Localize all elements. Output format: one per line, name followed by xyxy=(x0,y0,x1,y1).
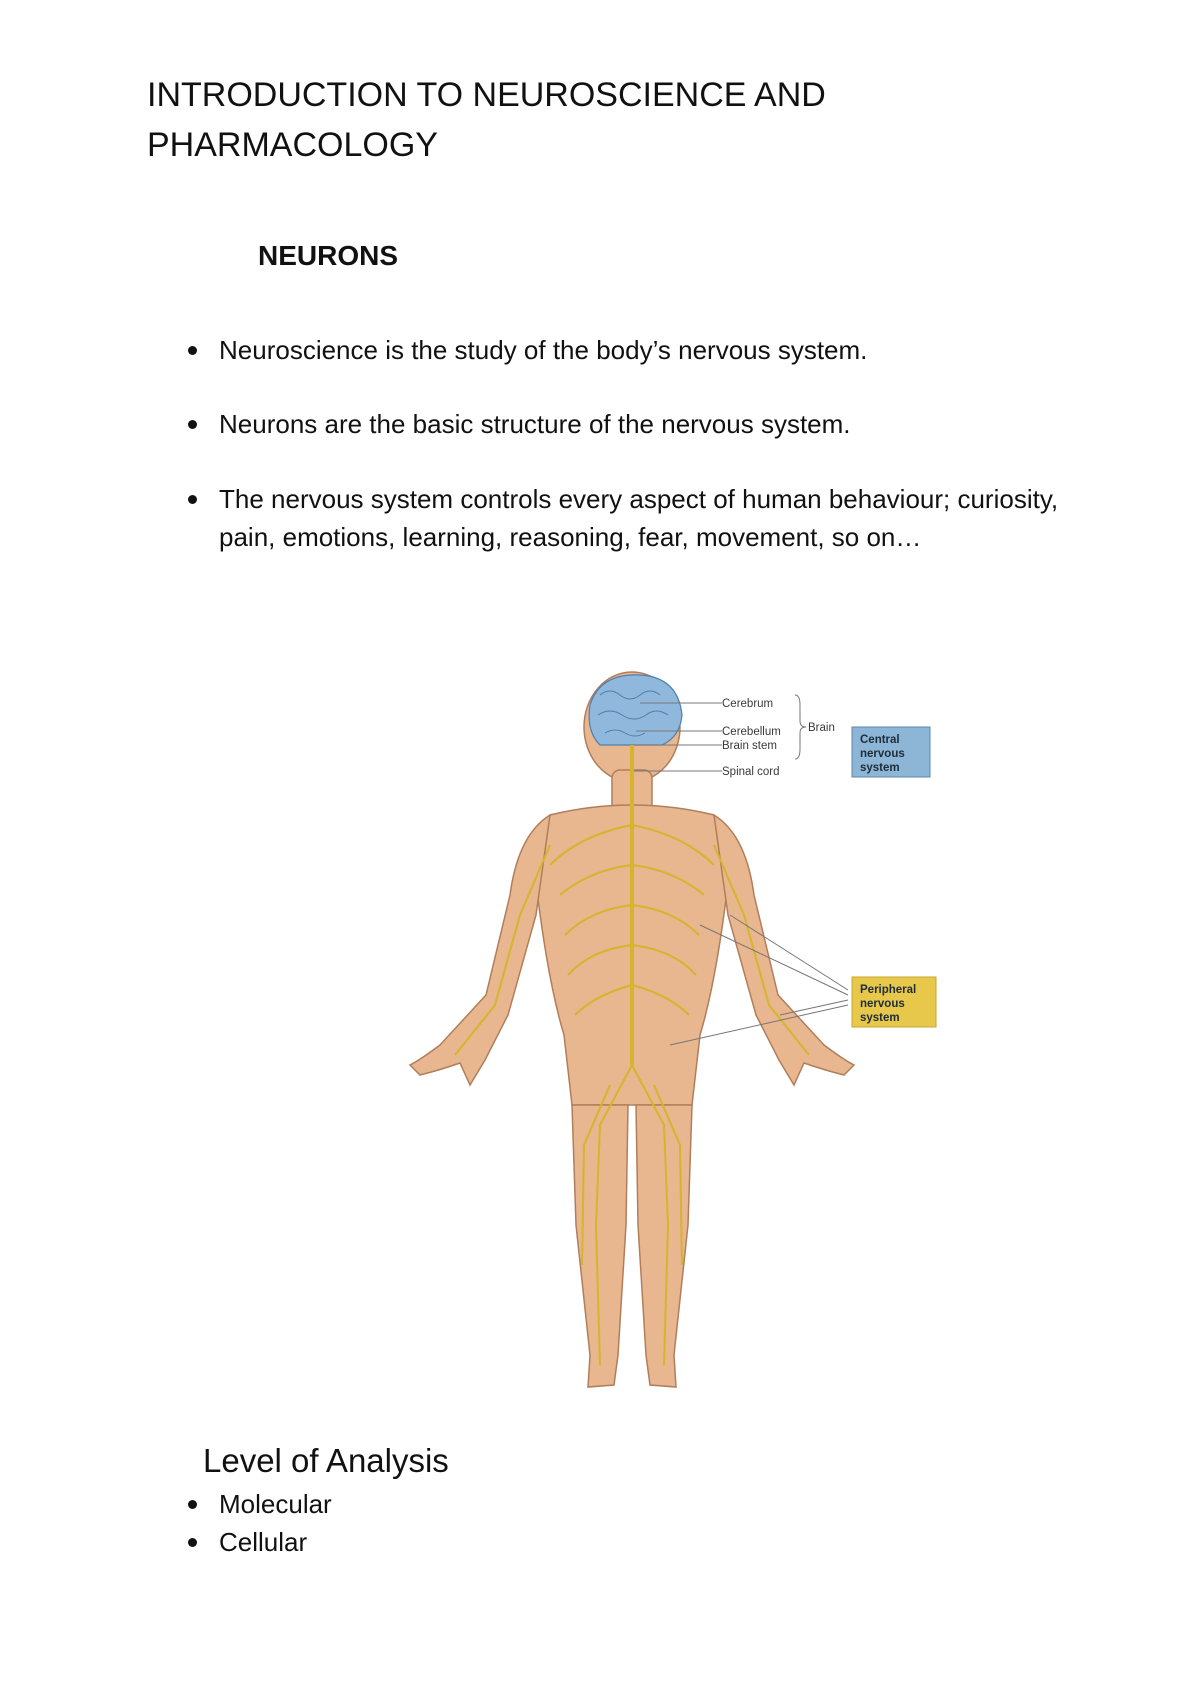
bullet-item: Neuroscience is the study of the body’s nervous system. xyxy=(185,331,867,369)
pns-label-line3: system xyxy=(860,1012,900,1024)
label-cerebellum: Cerebellum xyxy=(722,726,781,738)
cns-label-line3: system xyxy=(860,762,900,774)
label-brain: Brain xyxy=(808,722,835,734)
section-title-neurons: NEURONS xyxy=(258,240,399,271)
cns-label-line1: Central xyxy=(860,734,900,746)
bullet-list-2 xyxy=(185,405,851,443)
pns-label-line2: nervous xyxy=(860,998,905,1010)
label-brain-stem: Brain stem xyxy=(722,740,777,752)
pns-label-line1: Peripheral xyxy=(860,984,917,996)
label-spinal-cord: Spinal cord xyxy=(722,766,780,778)
bullet-list-1 xyxy=(185,331,867,369)
nervous-system-illustration xyxy=(400,665,1020,1415)
cns-label-line2: nervous xyxy=(860,748,905,760)
list-item: Molecular xyxy=(185,1485,332,1523)
section-heading-level-of-analysis: Level of Analysis xyxy=(203,1442,449,1479)
list-item: Cellular xyxy=(185,1523,332,1561)
bullet-list-3 xyxy=(185,480,1065,556)
bullet-item: Neurons are the basic structure of the nervous system. xyxy=(185,405,851,443)
document-title: INTRODUCTION TO NEUROSCIENCE AND PHARMACOLOGY xyxy=(147,76,826,164)
bullet-item: The nervous system controls every aspect of human behaviour; curiosity, pain, emotions, learning, reasoning, fear, movement, so on… xyxy=(185,480,1065,556)
brain-shape xyxy=(589,675,682,745)
nerve-network xyxy=(455,745,809,1365)
label-cerebrum: Cerebrum xyxy=(722,698,774,710)
levels-list xyxy=(185,1485,332,1561)
